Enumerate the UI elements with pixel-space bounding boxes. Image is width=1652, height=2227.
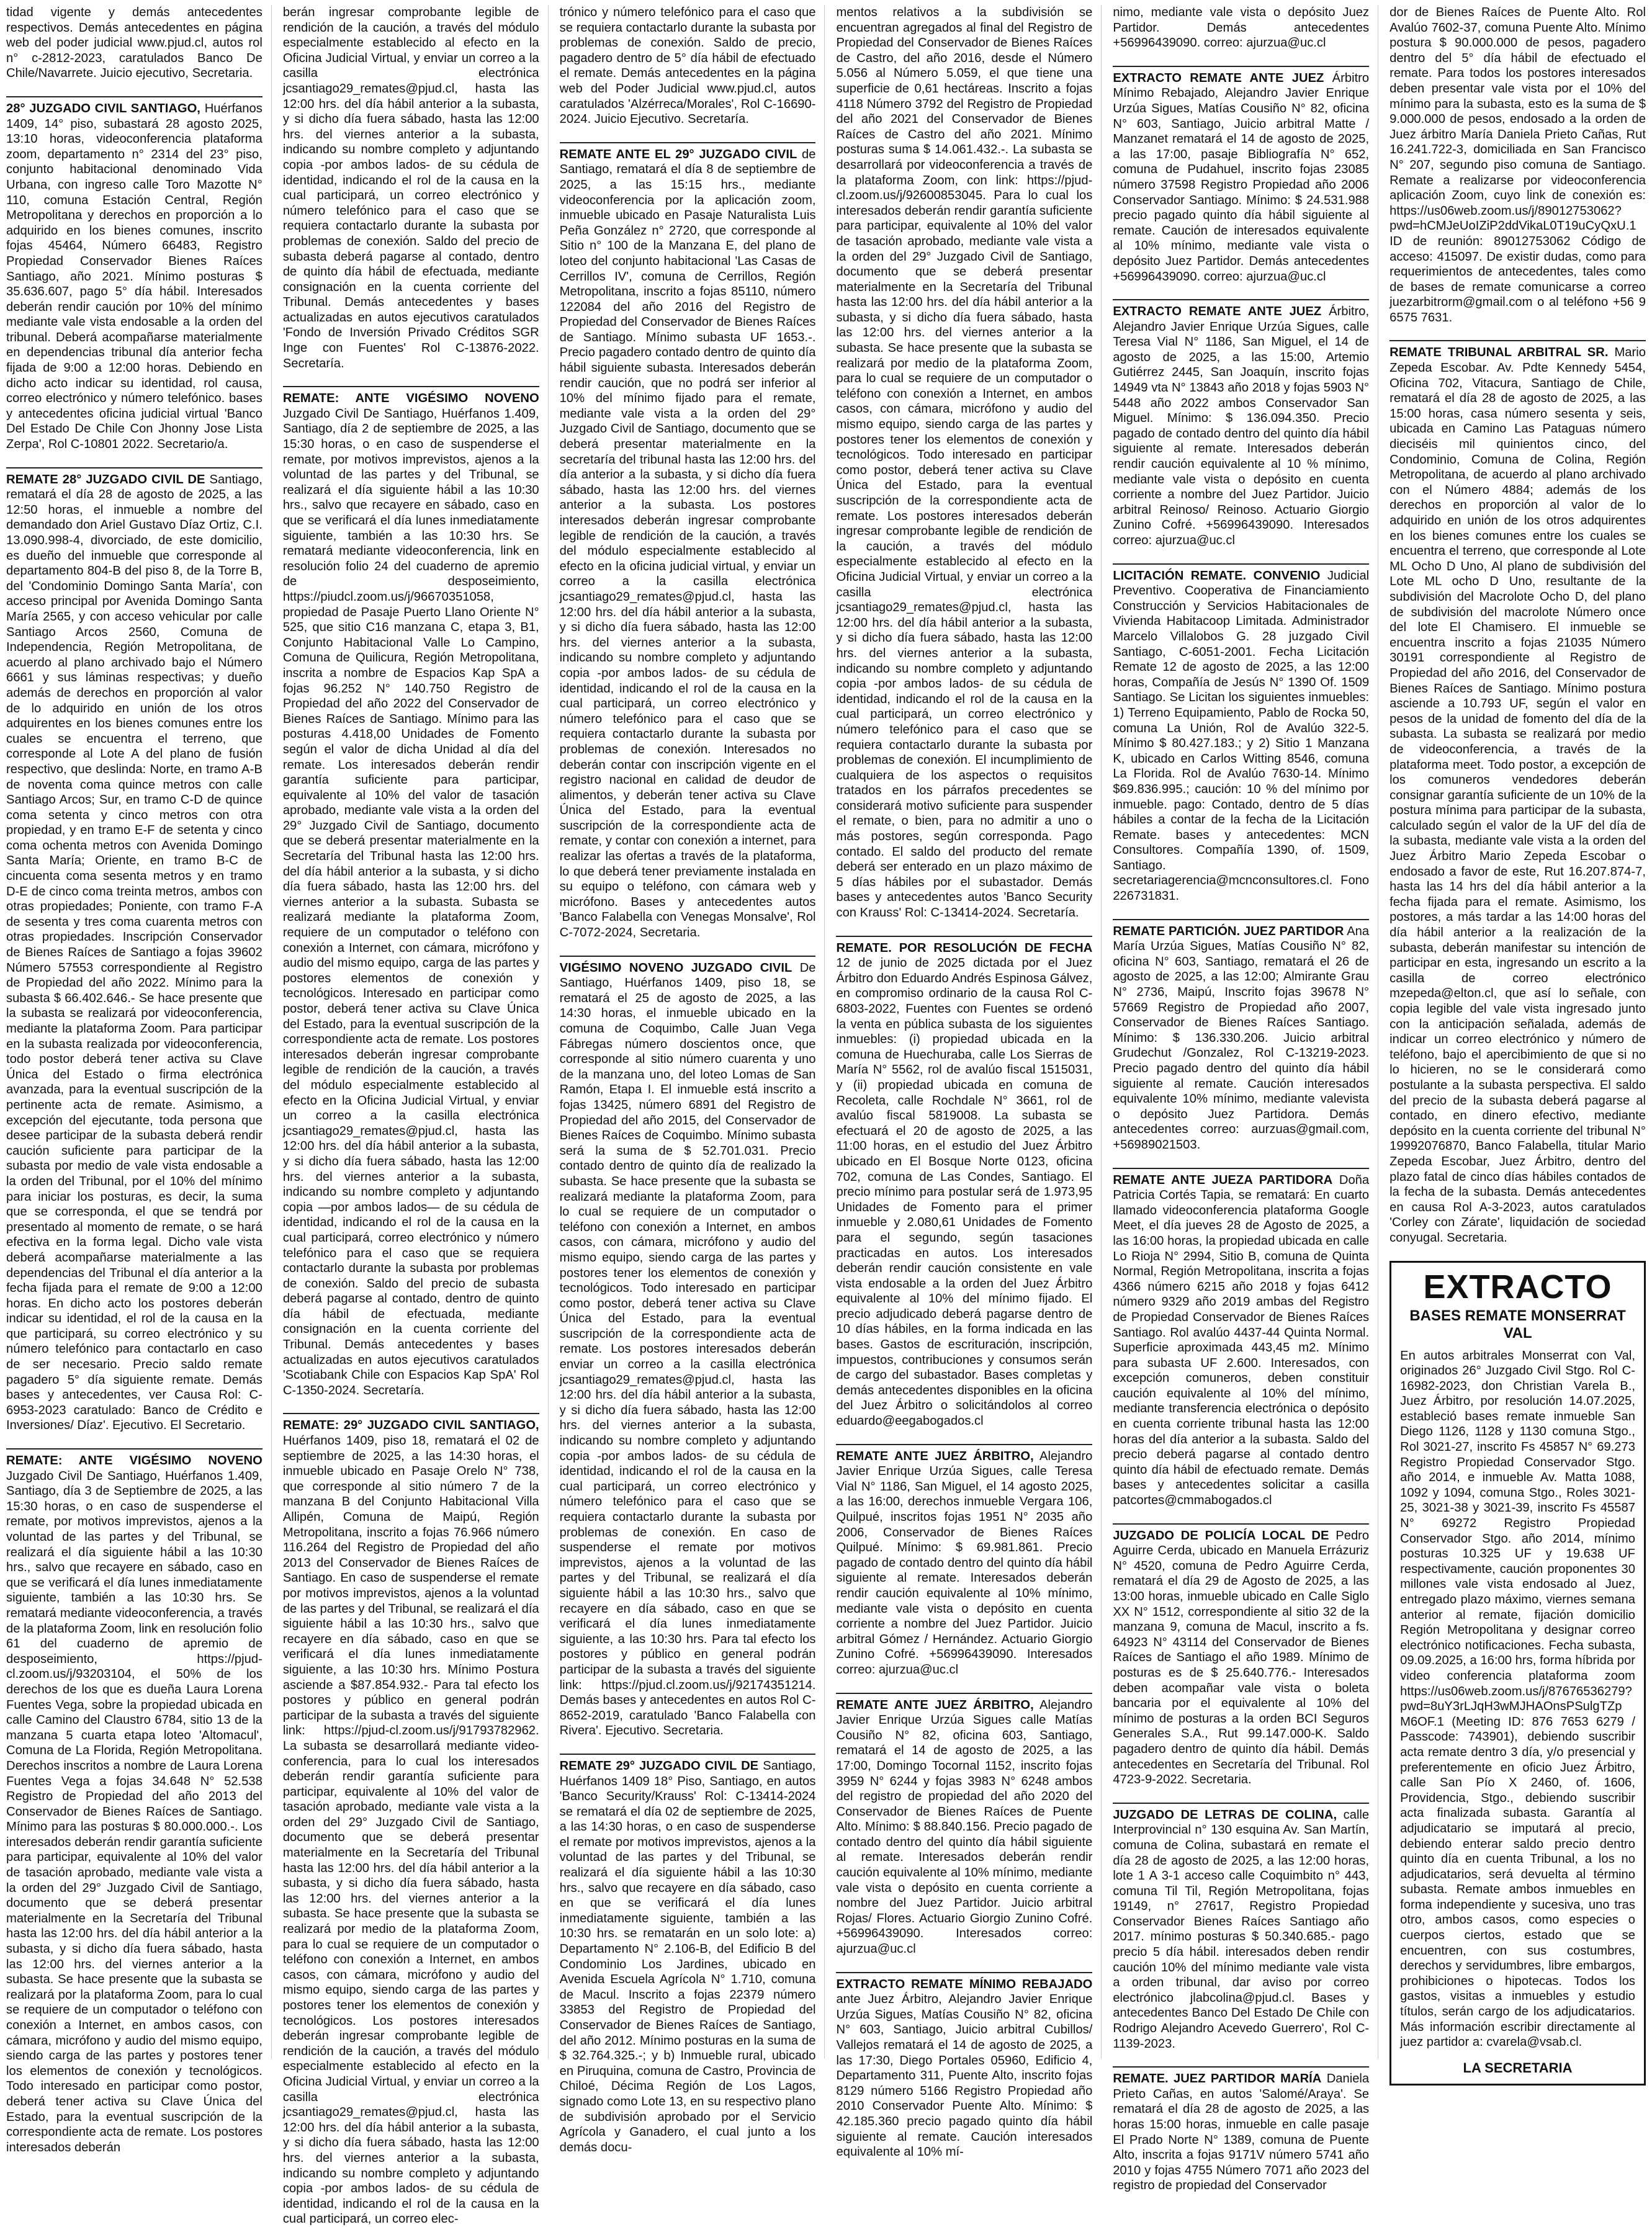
column-4 xyxy=(836,5,1102,2159)
notice-body: De Santiago, Huérfanos 1409, piso 18, se rematará el 25 de agosto de 2025, a las 14:30 horas, el inmueble ubicado en la comuna de Coquimbo, Calle Juan Vega Fábregas número doscientos once, que corresponde al sitio número cuarenta y uno de la manzana uno, del loteo Lomas de San Ramón, Etapa I. El inmueble está inscrito a fojas 13425, número 6891 del Registro de Propiedad del año 2015, del Conservador de Bienes Raíces de Coquimbo. Mínimo subasta será la suma de $ 52.701.031. Precio contado dentro de quinto día de realizado la subasta. Se hace presente que la subasta se realizará mediante la plataforma Zoom, para lo cual se requiere de un computador o teléfono con conexión a Internet, en ambos casos, con cámara, micrófono y audio del mismo equipo, siendo carga de las partes y postores tener los elementos de conexión y tecnológicos. Todo interesado en participar como postor, deberá tener activa su Clave Única del Estado, para la eventual suscripción de la correspondiente acta de remate. Los postores interesados deberán enviar un correo a la casilla electrónica jcsantiago29_remates@pjud.cl, hasta las 12:00 hrs. del día hábil anterior a la subasta, y si dicho día fuera sábado, hasta las 12:00 hrs. del viernes anterior a la subasta, indicando su nombre completo y adjuntando copia -por ambos lados- de su cédula de identidad, indicando el rol de la causa en la cual participará, un correo electrónico y número telefónico para el caso que se requiera contactarlo durante la subasta por problemas de conexión. En caso de suspenderse el remate por motivos imprevistos, ajenos a la voluntad de las partes y del Tribunal, se realizará el día siguiente hábil a las 10:30 hrs., salvo que recayere en día sábado, caso en que se verificará el día lunes inmediatamente siguiente, a las 10:30 hrs. Para tal efecto los postores y público en general podrán participar de la subasta a través del siguiente link: https://pjud.cl.zoom.us/j/92174351214. Demás bases y antecedentes en autos Rol C-8652-2019, caratulado 'Banco Falabella con Rivera'. Ejecutivo. Secretaria. xyxy=(559,961,816,1738)
notice-heading: LICITACIÓN REMATE. CONVENIO xyxy=(1113,568,1321,583)
legal-notice xyxy=(1113,1803,1369,2052)
notice-heading: REMATE TRIBUNAL ARBITRAL SR. xyxy=(1389,346,1609,360)
legal-notice xyxy=(1389,340,1646,1245)
legal-notice xyxy=(836,936,1092,1429)
notice-body: ante Juez Árbitro, Alejandro Javier Enrique Urzúa Sigues, Matías Cousiño N° 82, oficina N° 603, Santiago, Juicio arbitral Cubillos/ Vallejos rematará el 14 de agosto de 2025, a las 17:30, Diego Portales 05960, Edificio 4, Departamento 311, Puente Alto, inscrito fojas 8129 número 5166 Registro Propiedad año 2010 Conservador Puente Alto. Mínimo: $ 42.185.360 precio pagado quinto día hábil siguiente al remate. Caución interesados equivalente al 10% mí- xyxy=(836,1992,1093,2159)
legal-notice xyxy=(1113,2066,1369,2193)
notice-heading: VIGÉSIMO NOVENO JUZGADO CIVIL xyxy=(559,961,792,975)
legal-notice xyxy=(1113,66,1369,284)
notice-heading: REMATE 29° JUZGADO CIVIL DE xyxy=(559,1759,759,1773)
notice-body: de Santiago, rematará el día 8 de septiembre de 2025, a las 15:15 hrs., mediante videoconferencia por la aplicación zoom, inmueble ubicado en Pasaje Naturalista Luis Peña González n° 2720, que corresponde al Sitio n° 100 de la Manzana E, del plano de loteo del conjunto habitacional 'Las Casas de Cerrillos IV', comuna de Cerrillos, Región Metropolitana, inscrito a fojas 85110, número 122084 del año 2016 del Registro de Propiedad del Conservador de Bienes Raíces de Santiago. Mínimo subasta UF 1653.-. Precio pagadero contado dentro de quinto día hábil siguiente subasta. Interesados deberán rendir caución, que no podrá ser inferior al 10% del mínimo fijado para el remate, mediante vale vista a la orden del 29° Juzgado Civil de Santiago, documento que se deberá presentar materialmente en la secretaría del tribunal hasta las 12:00 hrs. del día anterior a la subasta, y si dicho día fuera sábado, hasta las 12:00 hrs. del viernes anterior a la subasta. Los postores interesados deberán ingresar comprobante legible de rendición de la caución, a través del módulo especialmente establecido al efecto en la oficina judicial virtual, y enviar un correo a la casilla electrónica jcsantiago29_remates@pjud.cl, hasta las 12:00 hrs. del día hábil anterior a la subasta, y si dicho día fuera sábado, hasta las 12:00 hrs. del viernes anterior a la subasta, indicando su nombre completo y adjuntando copia -por ambos lados- de su cédula de identidad, indicando el rol de la causa en la cual participará, un correo electrónico y número telefónico para el caso que se requiera contactarlo durante la subasta por problemas de conexión. Interesados no deberán contar con inscripción vigente en el registro nacional en calidad de deudor de alimentos, y deberán tener activa su Clave Única del Estado, para la eventual suscripción de la correspondiente acta de remate, y contar con conexión a internet, para realizar las ofertas a través de la plataforma, lo que deberá tener previamente instalada en su equipo o teléfono, con cámara web y micrófono. Bases y antecedentes autos 'Banco Falabella con Venegas Monsalve', Rol C-7072-2024, Secretaria. xyxy=(559,147,816,940)
notice-heading: REMATE: 29° JUZGADO CIVIL SANTIAGO, xyxy=(282,1418,539,1433)
notice-body: Daniela Prieto Cañas, en autos 'Salomé/Araya'. Se rematará el día 28 de agosto de 2025, a las horas 15:00 horas, inmueble en calle pasaje El Prado Norte N° 1389, comuna de Puente Alto, inscrita a fojas 9171V número 5741 año 2010 y fojas 4755 Número 7071 año 2023 del registro de propiedad del Conservador xyxy=(1113,2072,1370,2193)
notice-heading: EXTRACTO REMATE MÍNIMO REBAJADO xyxy=(836,1977,1093,1991)
legal-notice xyxy=(560,5,816,127)
notice-body: nimo, mediante vale vista o depósito Juez Partidor. Demás antecedentes +56996439090. correo: ajurzua@uc.cl xyxy=(1113,6,1370,50)
notice-heading: 28° JUZGADO CIVIL SANTIAGO, xyxy=(6,101,200,115)
legal-notice xyxy=(836,5,1092,921)
notice-heading: REMATE. POR RESOLUCIÓN DE FECHA xyxy=(836,941,1093,955)
legal-notice xyxy=(1113,1168,1369,1508)
notice-body: Alejandro Javier Enrique Urzúa Sigues calle Matías Cousiño N° 82, oficina 603, Santiago, rematará el 14 de agosto de 2025, a las 17:00, Domingo Tocornal 1152, inscrito fojas 3959 N° 6244 y fojas 3983 N° 6248 ambos del registro de propiedad del año 2020 del Conservador de Bienes Raíces de Puente Alto. Mínimo: $ 88.840.156. Precio pagado de contado dentro del quinto día hábil siguiente al remate. Interesados deberán rendir caución equivalente al 10% mínimo, mediante vale vista o depósito en cuenta corriente a nombre del Juez Partidor. Juicio arbitral Rojas/ Flores. Actuario Giorgio Zunino Cofré. +56996439090. Interesados correo: ajurzua@uc.cl xyxy=(836,1698,1093,1956)
notice-body: Judicial Preventivo. Cooperativa de Financiamiento Construcción y Servicios Habitacionales de Vivienda Habitacoop Limitada. Administrador Marcelo Villalobos G. 28 juzgado Civil Santiago, C-6051-2001. Fecha Licitación Remate 12 de agosto de 2025, a las 12:00 horas, Compañía de Jesús N° 1390 Of. 1509 Santiago. Se Licitan los siguientes inmuebles: 1) Terreno Equipamiento, Pablo de Rocka 50, comuna La Unión, Rol de Avalúo 322-5. Mínimo $ 80.427.183.; y 2) Sitio 1 Manzana K, ubicado en Carlos Witting 8546, comuna La Florida. Rol de Avalúo 7630-14. Mínimo $69.836.995.; caución: 10 % del mínimo por inmueble. pago: Contado, dentro de 5 días hábiles a contar de la fecha de la Licitación Remate. bases y antecedentes: MCN Consultores. Compañía 1390, of. 1509, Santiago. secretariagerencia@mcnconsultores.cl. Fono 226731831. xyxy=(1113,568,1370,903)
notice-body: dor de Bienes Raíces de Puente Alto. Rol Avalúo 7602-37, comuna Puente Alto. Mínimo postura $ 90.000.000 de pesos, pagadero dentro del 5° día hábil de efectuado el remate. Para todos los postores interesados deben presentar vale vista por el 10% del mínimo para la subasta, esto es la suma de $ 9.000.000 de pesos, endosado a la orden de Juez árbitro María Daniela Prieto Cañas, Rut 16.241.722-3, domiciliada en San Francisco N° 207, segundo piso comuna de Santiago. Remate a realizarse por videoconferencia aplicación Zoom, cuyo link de conexión es: https://us06web.zoom.us/j/89012753062?pwd=hCMJeUoIZiP2ddVikaL0T19uCyQxU.1 ID de reunión: 89012753062 Código de acceso: 415097. De existir dudas, como para requerimientos de antecedentes, tales como de bases de remate comunicarse a correo juezarbitrorm@gmail.com o al teléfono +56 9 6575 7631. xyxy=(1389,6,1646,325)
extracto-subtitle: BASES REMATE MONSERRAT VAL xyxy=(1409,1307,1626,1342)
legal-notice xyxy=(6,96,263,452)
notice-body: Mario Zepeda Escobar. Av. Pdte Kennedy 5454, Oficina 702, Vitacura, Santiago de Chile, rematará el día 28 de agosto de 2025, a las 15:00 horas, casa número sesenta y seis, ubicada en Camino Las Pataguas número dieciséis mil quinientos cinco, del Condominio, Comuna de Colina, Región Metropolitana, de acuerdo al plano archivado con el Número 4884; además de los derechos en proporción al valor de lo adquirido en unión de los otros adquirentes en los bienes comunes entre los cuales se encuentra el terreno, que corresponde al Lote ML Ocho D Uno, Al plano de subdivisión del Lote ML ocho D Uno, resultante de la subdivisión del Macrolote Ocho D, del plano de subdivisión del macrolote Número once del lote El Chamisero. El inmueble se encuentra inscrito a fojas 21035 Número 30191 correspondiente al Registro de Propiedad del año 2016, del Conservador de Bienes Raíces de Santiago. Mínimo postura asciende a 10.793 UF, según el valor en pesos de la unidad de fomento del día de la subasta. La subasta se realizará por medio de videoconferencia, a través de la plataforma meet. Todo postor, a excepción de los comuneros vendedores deberán consignar garantía suficiente de un 10% de la postura mínima para participar de la subasta, calculado según el valor de la UF del día de la subasta, mediante vale vista a la orden del Juez Árbitro Mario Zepeda Escobar o endosado a favor de este, Rut 16.207.874-7, hasta las 14 hrs del día hábil anterior a la fecha fijada para el remate. Asimismo, los postores, a más tardar a las 14:00 horas del día hábil anterior a la realización de la subasta, deberán manifestar su intención de participar en esta, ingresando un escrito a la casilla de correo electrónico mzepeda@elton.cl, que así lo señale, con copia legible del vale vista ingresado junto con la anticipación señalada, además de indicar un correo electrónico y número de teléfono, bajo el apercibimiento de que si no lo hicieren, no se le considerará como postulante a la subasta perspectiva. El saldo del precio de la subasta deberá pagarse al contado, en dinero efectivo, mediante depósito en la cuenta corriente del tribunal N° 19992076870, Banco Falabella, titular Mario Zepeda Escobar, Juez Árbitro, dentro del plazo fatal de cinco días hábiles contados de la fecha de la subasta. Demás antecedentes en causa Rol A-3-2023, autos caratulados 'Corley con Zárate', liquidación de sociedad conyugal. Secretaria. xyxy=(1389,346,1646,1245)
legal-notice xyxy=(283,1413,539,2226)
notice-heading: REMATE: ANTE VIGÉSIMO NOVENO xyxy=(282,392,539,406)
column-1 xyxy=(6,5,272,2154)
notice-heading: REMATE: ANTE VIGÉSIMO NOVENO xyxy=(6,1454,263,1468)
notice-body: Doña Patricia Cortés Tapia, se rematará: En cuarto llamado videoconferencia plataforma Google Meet, el día jueves 28 de Agosto de 2025, a las 16:00 horas, la propiedad ubicada en calle Lo Rioja N° 2994, Sitio B, comuna de Quinta Normal, Región Metropolitana, inscrita a fojas 4366 número 6215 año 2018 y fojas 6412 número 9329 año 2019 ambas del Registro de Propiedad Conservador de Bienes Raíces Santiago. Rol avalúo 4437-44 Quinta Normal. Superficie aproximada 443,45 m2. Mínimo para subasta UF 2.600. Interesados, con excepción comuneros, deben constituir caución equivalente al 10% del mínimo, mediante transferencia electrónica o depósito en cuenta corriente tribunal hasta las 12:00 horas del día anterior a la subasta. Saldo del precio deberá pagarse al contado dentro quinto día hábil de efectuado remate. Demás bases y antecedentes solicitar a casilla patcortes@cmmabogados.cl xyxy=(1113,1173,1370,1508)
notice-body: Pedro Aguirre Cerda, ubicado en Manuela Errázuriz N° 4520, comuna de Pedro Aguirre Cerda, rematará el día 29 de Agosto de 2025, a las 13:00 horas, inmueble ubicado en Calle Siglo XX N° 1512, correspondiente al sitio 32 de la manzana 9, comuna de Macul, inscrito a fs. 64923 N° 43114 del Conservador de Bienes Raíces de Santiago el año 1989. Mínimo de posturas es de $ 25.640.776.- Interesados deben acompañar vale vista o boleta bancaria por el equivalente al 10% del mínimo de posturas a la orden BCI Seguros Generales S.A., Rut 99.147.000-K. Saldo pagadero dentro de quinto día hábil. Demás antecedentes en Secretaría del Tribunal. Rol 4723-9-2022. Secretaria. xyxy=(1113,1528,1370,1787)
notice-body: Árbitro Mínimo Rebajado, Alejandro Javier Enrique Urzúa Sigues, Matías Cousiño N° 82, oficina N° 603, Santiago, Juicio arbitral Matte / Manzanet rematará el 14 de agosto de 2025, a las 17:00, pasaje Bibliografía N° 652, comuna de Pudahuel, inscrito fojas 23085 número 37598 Registro Propiedad año 2006 Conservador Santiago. Mínimo: $ 24.531.988 precio pagado quinto día hábil siguiente al remate. Caución de interesados equivalente al 10% mínimo, mediante vale vista o depósito Juez Partidor. Demás antecedentes +56996439090. correo: ajurzua@uc.cl xyxy=(1113,71,1370,284)
notice-heading: EXTRACTO REMATE ANTE JUEZ xyxy=(1113,305,1322,319)
legal-notice xyxy=(836,1972,1092,2160)
notice-heading: REMATE PARTICIÓN. JUEZ PARTIDOR xyxy=(1113,924,1344,938)
legal-notice xyxy=(1113,5,1369,51)
notice-heading: REMATE ANTE JUEZ ÁRBITRO, xyxy=(836,1698,1034,1712)
legal-notice xyxy=(6,467,263,1433)
notice-body: Juzgado Civil De Santiago, Huérfanos 1.409, Santiago, día 2 de septiembre de 2025, a las 15:30 horas, o en caso de suspenderse el remate, por motivos imprevistos, ajenos a la voluntad de las partes y del Tribunal, se realizará el día siguiente hábil a las 10:30 hrs., salvo que recayere en sábado, caso en que se verificará el día lunes inmediatamente siguiente, también a las 10:30 hrs. Se rematará mediante videoconferencia, link en resolución folio 24 del cuaderno de apremio de desposeimiento, https://piudcl.zoom.us/j/96670351058, propiedad de Pasaje Puerto Llano Oriente N° 525, que sitio C16 manzana C, etapa 3, B1, Conjunto Habitacional Valle Lo Campino, Comuna de Quilicura, Región Metropolitana, inscrita a nombre de Espacios Kap SpA a fojas 96.252 N° 140.750 Registro de Propiedad del año 2022 del Conservador de Bienes Raíces de Santiago. Mínimo para las posturas 4.418,00 Unidades de Fomento según el valor de dicha Unidad al día del remate. Los interesados deberán rendir garantía suficiente para participar, equivalente al 10% del valor de tasación aprobado, mediante vale vista a la orden del 29° Juzgado Civil de Santiago, documento que se deberá presentar materialmente en la Secretaría del Tribunal hasta las 12:00 hrs. del día hábil anterior a la subasta, y si dicho día fuera sábado, hasta las 12:00 hrs. del viernes anterior a la subasta. Subasta se realizará mediante la plataforma Zoom, requiere de un computador o teléfono con conexión a Internet, con cámara, micrófono y audio del mismo equipo, carga de las partes y postores elementos de conexión y tecnológicos. Interesado en participar como postor, deberá tener activa su Clave Única del Estado, para la eventual suscripción de la correspondiente acta de remate. Los postores interesados deberán ingresar comprobante legible de rendición de la caución, a través del módulo especialmente establecido al efecto en la Oficina Judicial Virtual, y enviar un correo a la casilla electrónica jcsantiago29_remates@pjud.cl, hasta las 12:00 hrs. del día hábil anterior a la subasta, y si dicho día fuera sábado, hasta las 12:00 hrs. del viernes anterior a la subasta, indicando su nombre completo y adjuntando copia —por ambos lados— de su cédula de identidad, indicando el rol de la causa en la cual participará, correo electrónico y número telefónico para el caso que se requiera contactarlo durante la subasta por problemas de conexión. Saldo del precio de subasta deberá pagarse al contado, dentro de quinto día hábil de efectuada, mediante consignación en la cuenta corriente del Tribunal. Demás antecedentes y bases actualizadas en autos ejecutivos caratulados 'Scotiabank Chile con Espacios Kap SpA' Rol C-1350-2024. Secretaría. xyxy=(282,406,539,1397)
notice-heading: REMATE ANTE EL 29° JUZGADO CIVIL xyxy=(559,147,797,161)
legal-notice xyxy=(1113,1523,1369,1788)
legal-notice xyxy=(560,142,816,941)
legal-notice xyxy=(1113,563,1369,904)
legal-notice xyxy=(560,1754,816,2155)
notice-body: tidad vigente y demás antecedentes respectivos. Demás antecedentes en página web del poder judicial www.pjud.cl, autos rol n° c-2812-2023, caratulados Banco De Chile/Navarrete. Juicio ejecutivo, Secretaria. xyxy=(6,6,263,81)
notice-heading: EXTRACTO REMATE ANTE JUEZ xyxy=(1113,71,1324,85)
column-3 xyxy=(559,5,825,2154)
extracto-signature: LA SECRETARIA xyxy=(1463,2059,1573,2076)
extracto-box xyxy=(1389,1261,1646,2086)
column-5 xyxy=(1113,5,1378,2193)
legal-notice xyxy=(560,956,816,1739)
notice-body: 12 de junio de 2025 dictada por el Juez Árbitro don Eduardo Andrés Espinosa Gálvez, en compromiso ordinario de la causa Rol C-6803-2022, Fuentes con Fuentes se ordenó la venta en pública subasta de los siguientes inmuebles: (i) propiedad ubicada en la comuna de Huechuraba, calle Los Sierras de María N° 5562, rol de avalúo fiscal 1515031, y (ii) propiedad ubicada en comuna de Recoleta, calle Rochdale N° 3661, rol de avalúo fiscal 5819008. La subasta se efectuará el 20 de agosto de 2025, a las 11:00 horas, en el estudio del Juez Árbitro ubicado en El Bosque Norte 0123, oficina 702, comuna de Las Condes, Santiago. El precio mínimo para postular será de 1.973,95 Unidades de Fomento para el primer inmueble y 2.080,61 Unidades de Fomento para el segundo, según tasaciones practicadas en autos. Los interesados deberán rendir caución consistente en vale vista endosable a la orden del Juez Árbitro equivalente al 10% del mínimo fijado. El precio adjudicado deberá pagarse dentro de 10 días hábiles, en la forma indicada en las bases. Gastos de escrituración, inscripción, impuestos, contribuciones y consumos serán de cargo del subastador. Bases completas y demás antecedentes disponibles en la oficina del Juez Árbitro o solicitándolos al correo eduardo@eegabogados.cl xyxy=(836,956,1093,1428)
legal-notice xyxy=(1113,299,1369,549)
legal-notice xyxy=(1113,919,1369,1153)
notice-body: Huérfanos 1409, 14° piso, subastará 28 agosto 2025, 13:10 horas, videoconferencia plataforma zoom, departamento n° 2314 del 23° piso, conjunto habitacional denominado Vida Urbana, con ingreso calle Toro Mazotte N° 110, comuna Estación Central, Región Metropolitana y derechos en proporción a lo adquirido en los bienes comunes, inscrito fojas 45464, Número 66483, Registro Propiedad Conservador Bienes Raíces Santiago, año 2021. Mínimo posturas $ 35.636.607, pago 5° día hábil. Interesados deberán rendir caución por 10% del mínimo mediante vale vista endosable a la orden del tribunal. Deberá acompañarse materialmente en dependencias tribunal día anterior fecha fijada de 9:00 a 12:00 horas. Debiendo en dicho acto indicar su identidad, rol causa, correo electrónico y número telefónico. bases y antecedentes oficina judicial virtual 'Banco Del Estado De Chile Con Jhonny Jose Lista Zerpa', Rol C-10801 2022. Secretario/a. xyxy=(6,101,263,452)
notice-heading: REMATE ANTE JUEZA PARTIDORA xyxy=(1113,1173,1333,1187)
notice-body: calle Interprovincial n° 130 esquina Av. San Martín, comuna de Colina, subastará en remate el día 28 de agosto de 2025, a las 12:00 horas, lote 1 A 3-1 acceso calle Coquimbito n° 443, comuna Til Til, Región Metropolitana, fojas 19149, n° 27617, Registro Propiedad Conservador Bienes Raíces Santiago año 2017. mínimo posturas $ 50.340.685.- pago precio 5 día hábil. interesados deben rendir caución 10% del mínimo mediante vale vista a orden tribunal, dar aviso por correo electrónico jlabcolina@pjud.cl. Bases y antecedentes Banco Del Estado De Chile con Rodrigo Alejandro Acevedo Guerrero', Rol C-1139-2023. xyxy=(1113,1808,1370,2051)
legal-notice xyxy=(836,1693,1092,1957)
notice-heading: REMATE 28° JUZGADO CIVIL DE xyxy=(6,472,205,486)
legal-notice xyxy=(1389,5,1646,325)
notice-body: Santiago, Huérfanos 1409 18° Piso, Santiago, en autos 'Banco Security/Krauss' Rol: C-13414-2024 se rematará el día 02 de septiembre de 2025, a las 14:30 horas, o en caso de suspenderse el remate por motivos imprevistos, ajenos a la voluntad de las partes y del Tribunal, se realizará el día siguiente hábil a las 10:30 hrs., salvo que recayere en día sábado, caso en que se verificará el día lunes inmediatamente siguiente, también a las 10:30 hrs. se rematarán en un solo lote: a) Departamento N° 2.106-B, del Edificio B del Condominio Los Jardines, ubicado en Avenida Escuela Agrícola N° 1.710, comuna de Macul. Inscrito a fojas 22379 número 33853 del Registro de Propiedad del Conservador de Bienes Raíces de Santiago, del año 2012. Mínimo posturas en la suma de $ 32.764.325.-; y b) Inmueble rural, ubicado en Piruquina, comuna de Castro, Provincia de Chiloé, Décima Región de Los Lagos, signado como Lote 13, en su respectivo plano de subdivisión aprobado por el Servicio Agrícola y Ganadero, el cual junto a los demás docu- xyxy=(559,1759,816,2154)
legal-notice xyxy=(283,5,539,371)
notice-heading: REMATE ANTE JUEZ ÁRBITRO, xyxy=(836,1449,1034,1463)
notice-body: Árbitro, Alejandro Javier Enrique Urzúa Sigues, calle Teresa Vial N° 1186, San Miguel, el 14 de agosto de 2025, a las 15:00, Artemio Gutiérrez 2445, San Joaquín, inscrito fojas 14949 vta N° 13843 año 2018 y fojas 5903 N° 5448 año 2022 ambos Conservador San Miguel. Mínimo: $ 136.094.350. Precio pagado de contado dentro del quinto día hábil siguiente al remate. Interesados deberán rendir caución equivalente al 10 % mínimo, mediante vale vista o depósito en cuenta corriente a nombre del Juez Partidor. Juicio arbitral Reinoso/ Reinoso. Actuario Giorgio Zunino Cofré. +56996439090. Interesados correo: ajurzua@uc.cl xyxy=(1113,305,1370,547)
notice-body: Alejandro Javier Enrique Urzúa Sigues, calle Teresa Vial N° 1186, San Miguel, el 14 agosto 2025, a las 16:00, derechos inmueble Vergara 106, Quilpué, inscritos fojas 1951 N° 2035 año 2006, Conservador de Bienes Raíces Quilpué. Mínimo: $ 69.981.861. Precio pagado de contado dentro del quinto día hábil siguiente al remate. Interesados deberán rendir caución equivalente al 10% mínimo, mediante vale vista o depósito en cuenta corriente a nombre del Juez Partidor. Juicio arbitral Gómez / Hernández. Actuario Giorgio Zunino Cofré. +56996439090. Interesados correo: ajurzua@uc.cl xyxy=(836,1449,1093,1677)
notice-heading: REMATE. JUEZ PARTIDOR MARÍA xyxy=(1113,2072,1322,2086)
notice-body: trónico y número telefónico para el caso que se requiera contactarlo durante la subasta por problemas de conexión. Saldo de precio, pagadero dentro de 5° día hábil de efectuado el remate. Demás antecedentes en la página web del Poder Judicial www.pjud.cl, autos caratulados 'Alzérreca/Morales', Rol C-16690-2024. Juicio Ejecutivo. Secretaría. xyxy=(559,6,816,127)
extracto-title: EXTRACTO xyxy=(1423,1268,1612,1306)
notice-body: mentos relativos a la subdivisión se encuentran agregados al final del Registro de Propiedad del Conservador de Bienes Raíces de Castro, del año 2016, desde el Número 5.056 al Número 5.059, el que tiene una superficie de 0,61 hectáreas. Inscrito a fojas 4118 Número 3792 del Registro de Propiedad del año 2021 del Conservador de Bienes Raíces de Castro del año 2021. Mínimo posturas suma $ 14.061.432.-. La subasta se desarrollará por videoconferencia a través de la plataforma Zoom, con link: https://pjud-cl.zoom.us/j/92600853045. Para lo cual los interesados deberán rendir garantía suficiente para participar, equivalente al 10% del valor de tasación aprobado, mediante vale vista a la orden del 29° Juzgado Civil de Santiago, documento que se deberá presentar materialmente en la Secretaría del Tribunal hasta las 12:00 hrs. del día hábil anterior a la subasta, y si dicho día fuera sábado, hasta las 12:00 hrs. del viernes anterior a la subasta. Se hace presente que la subasta se realizará por medio de la plataforma Zoom, para lo cual se requiere de un computador o teléfono con conexión a Internet, en ambos casos, con cámara, micrófono y audio del mismo equipo, siendo carga de las partes y postores tener los elementos de conexión y tecnológicos. Todo interesado en participar como postor, deberá tener activa su Clave Única del Estado, para la eventual suscripción de la correspondiente acta de remate. Los postores interesados deberán ingresar comprobante legible de rendición de la caución, a través del módulo especialmente establecido al efecto en la Oficina Judicial Virtual, y enviar un correo a la casilla electrónica jcsantiago29_remates@pjud.cl, hasta las 12:00 hrs. del día hábil anterior a la subasta, y si dicho día fuera sábado, hasta las 12:00 hrs. del viernes anterior a la subasta, indicando su nombre completo y adjuntando copia -por ambos lados- de su cédula de identidad, indicando el rol de la causa en la cual participará, un correo electrónico y número telefónico para el caso que se requiera contactarlo durante la subasta por problemas de conexión. El incumplimiento de cualquiera de los aspectos o requisitos tratados en los párrafos precedentes se considerará motivo suficiente para suspender el remate, o bien, para no admitir a uno o más postores, según corresponda. Pago contado. El saldo del producto del remate deberá ser enterado en un plazo máximo de 5 días hábiles por el subastador. Demás bases y antecedentes autos 'Banco Security con Krauss' Rol: C-13414-2024. Secretaría. xyxy=(836,6,1093,920)
column-2 xyxy=(282,5,549,2226)
notice-body: berán ingresar comprobante legible de rendición de la caución, a través del módulo especialmente establecido al efecto en la Oficina Judicial Virtual, y enviar un correo a la casilla electrónica jcsantiago29_remates@pjud.cl, hasta las 12:00 hrs. del día hábil anterior a la subasta, y si dicho día fuera sábado, hasta las 12:00 hrs. del viernes anterior a la subasta, indicando su nombre completo y adjuntando copia -por ambos lados- de su cédula de identidad, indicando el rol de la causa en la cual participará, un correo electrónico y número telefónico para el caso que se requiera contactarlo durante la subasta por problemas de conexión. Saldo del precio de subasta deberá pagarse al contado, dentro de quinto día hábil de efectuada, mediante consignación en la cuenta corriente del Tribunal. Demás antecedentes y bases actualizadas en autos ejecutivos caratulados 'Fondo de Inversión Privado Créditos SGR Inge con Fuentes' Rol C-13876-2022. Secretaría. xyxy=(282,6,539,370)
legal-notice xyxy=(6,1448,263,2155)
notice-heading: JUZGADO DE LETRAS DE COLINA, xyxy=(1113,1808,1337,1822)
extracto-body: En autos arbitrales Monserrat con Val, originados 26° Juzgado Civil Stgo. Rol C-16982-2023, don Christian Varela B., Juez Árbitro, por resolución 14.07.2025, estableció bases remate inmueble San Diego 1126, 1128 y 1130 comuna Stgo., Rol 3021-27, inscrito Fs 45857 N° 69.273 Registro Propiedad Conservador Stgo. año 2014, e inmueble Av. Matta 1088, 1092 y 1094, comuna Stgo., Roles 3021-25, 3021-38 y 3021-39, inscrito Fs 45587 N° 69272 Registro Propiedad Conservador Stgo. año 2014, mínimo posturas 10.325 UF y 19.638 UF respectivamente, caución proponentes 30 millones vale vista endosado al Juez, entregado plazo máximo, viernes semana anterior al remate, fijación domicilio Región Metropolitana y designar correo electrónico notificaciones. Fecha subasta, 09.09.2025, a 16:00 hrs, forma híbrida por video conferencia plataforma zoom https://us06web.zoom.us/j/87676536279?pwd=8uY3rLJqH3wMJHAOnsPSulgTZp M6OF.1 (Meeting ID: 876 7653 6279 / Passcode: 743901), debiendo suscribir acta remate dentro 3 día, y/o presencial y preferentemente en oficio Juez Árbitro, calle San Pío X 2460, of. 1606, Providencia, Stgo., debiendo suscribir acta finalizada subasta. Garantía al adjudicatario se imputará al precio, debiendo enterar saldo precio dentro quinto día en cuenta Tribunal, a los no adjudicatarios, será devuelta al término subasta. Remate ambos inmuebles en forma independiente y sucesiva, uno tras otro, ambos casos, como especies o cuerpos ciertos, estado que se encuentren, con sus costumbres, derechos y servidumbres, libre embargos, prohibiciones o hipotecas. Todos los gastos, visitas a inmuebles y estudio títulos, serán cargo de los adjudicatarios. Más información escribir directamente al juez partidor a: cvarela@vsab.cl. xyxy=(1400,1348,1635,2050)
legal-notice xyxy=(836,1444,1092,1678)
notice-heading: JUZGADO DE POLICÍA LOCAL DE xyxy=(1113,1528,1329,1543)
notice-body: Juzgado Civil De Santiago, Huérfanos 1.409, Santiago, día 3 de Septiembre de 2025, a las 15:30 horas, o en caso de suspenderse el remate, por motivos imprevistos, ajenos a la voluntad de las partes y del Tribunal, se realizará el día siguiente hábil a las 10:30 hrs., salvo que recayere en sábado, caso en que se verificará el día lunes inmediatamente siguiente, también a las 10:30 hrs. Se rematará mediante videoconferencia, a través de la plataforma Zoom, link en resolución folio 61 del cuaderno de apremio de desposeimiento, https://pjud-cl.zoom.us/j/93203104, el 50% de los derechos de los que es dueña Laura Lorena Fuentes Vega, sobre la propiedad ubicada en calle Camino del Claustro 6784, sitio 13 de la manzana 5 cuarta etapa loteo 'Altomacul', Comuna de La Florida, Región Metropolitana. Derechos inscritos a nombre de Laura Lorena Fuentes Vega a fojas 34.648 N° 52.538 Registro de Propiedad del año 2013 del Conservador de Bienes Raíces de Santiago. Mínimo para las posturas $ 80.000.000.-. Los interesados deberán rendir garantía suficiente para participar, equivalente al 10% del valor de tasación aprobado, mediante vale vista a la orden del 29° Juzgado Civil de Santiago, documento que se deberá presentar materialmente en la Secretaría del Tribunal hasta las 12:00 hrs. del día hábil anterior a la subasta, y si dicho día fuera sábado, hasta las 12:00 hrs. del viernes anterior a la subasta. Se hace presente que la subasta se realizará por la plataforma Zoom, para lo cual se requiere de un computador o teléfono con conexión a Internet, en ambos casos, con cámara, micrófono y audio del mismo equipo, siendo carga de las partes y postores tener los elementos de conexión y tecnológicos. Todo interesado en participar como postor, deberá tener activa su Clave Única del Estado, para la eventual suscripción de la correspondiente acta de remate. Los postores interesados deberán xyxy=(6,1469,263,2154)
notice-body: Huérfanos 1409, piso 18, rematará el 02 de septiembre de 2025, a las 14:30 horas, el inmueble ubicado en Pasaje Orelo N° 738, que corresponde al sitio número 7 de la manzana B del Conjunto Habitacional Villa Allipén, Comuna de Maipú, Región Metropolitana, inscrito a fojas 76.966 número 116.264 del Registro de Propiedad del año 2013 del Conservador de Bienes Raíces de Santiago. En caso de suspenderse el remate por motivos imprevistos, ajenos a la voluntad de las partes y del Tribunal, se realizará el día siguiente hábil a las 10:30 hrs., salvo que recayere en día sábado, caso en que se verificará el día lunes inmediatamente siguiente, a las 10:30 hrs. Mínimo Postura asciende a $87.854.932.- Para tal efecto los postores y público en general podrán participar de la subasta a través del siguiente link: https://pjud-cl.zoom.us/j/91793782962. La subasta se desarrollará mediante video-conferencia, para lo cual los interesados deberán rendir garantía suficiente para participar, equivalente al 10% del valor de tasación aprobado, mediante vale vista a la orden del 29° Juzgado Civil de Santiago, documento que se deberá presentar materialmente en la Secretaría del Tribunal hasta las 12:00 hrs. del día hábil anterior a la subasta, y si dicho día fuera sábado, hasta las 12:00 hrs. del viernes anterior a la subasta. Se hace presente que la subasta se realizará por medio de la plataforma Zoom, para lo cual se requiere de un computador o teléfono con conexión a Internet, en ambos casos, con cámara, micrófono y audio del mismo equipo, siendo carga de las partes y postores tener los elementos de conexión y tecnológicos. Los postores interesados deberán ingresar comprobante legible de rendición de la caución, a través del módulo especialmente establecido al efecto en la Oficina Judicial Virtual, y enviar un correo a la casilla electrónica jcsantiago29_remates@pjud.cl, hasta las 12:00 hrs. del día hábil anterior a la subasta, y si dicho día fuera sábado, hasta las 12:00 hrs. del viernes anterior a la subasta, indicando su nombre completo y adjuntando copia -por ambos lados- de su cédula de identidad, indicando el rol de la causa en la cual participará, un correo elec- xyxy=(282,1434,539,2226)
legal-notice xyxy=(283,386,539,1398)
legal-notice xyxy=(6,5,263,81)
notice-body: Ana María Urzúa Sigues, Matías Cousiño N° 82, oficina N° 603, Santiago, rematará el 26 de agosto de 2025, a las 12:00; Almirante Grau N° 2736, Maipú, Inscrito fojas 39678 N° 57669 Registro de Propiedad año 2007, Conservador de Bienes Raíces Santiago. Mínimo: $ 136.330.206. Juicio arbitral Grudechut /Gonzalez, Rol C-13219-2023. Precio pagado dentro del quinto día hábil siguiente al remate. Caución interesados equivalente 10% mínimo, mediante valevista o depósito Juez Partidora. Demás antecedentes correo: aurzuas@gmail.com, +56989021503. xyxy=(1113,924,1370,1152)
notice-body: Santiago, rematará el día 28 de agosto de 2025, a las 12:50 horas, el inmueble a nombre del demandado don Ariel Gustavo Díaz Ortiz, C.I. 13.090.998-4, divorciado, de este domicilio, es dueño del inmueble que corresponde al departamento 804-B del piso 8, de la Torre B, del 'Condominio Domingo Santa María', con acceso principal por Avenida Domingo Santa María 2565, y con acceso vehicular por calle Santiago Arcos 2560, Comuna de Independencia, Región Metropolitana, de acuerdo al plano archivado bajo el Número 6661 y sus láminas respectivas; y dueño además de derechos en proporción al valor de lo adquirido en unión de los otros adquirentes en los bienes comunes entre los cuales se encuentra el terreno, que corresponde al Lote A del plano de fusión respectivo, que deslinda: Norte, en tramo A-B de noventa coma quince metros con calle Santiago Arcos; Sur, en tramo C-D de quince coma setenta y cinco metros con otra propiedad, y en tramo E-F de setenta y cinco coma ochenta metros con Avenida Domingo Santa María; Oriente, en tramo B-C de cincuenta coma sesenta metros y en tramo D-E de cinco coma treinta metros, ambos con otras propiedades; Poniente, con tramo F-A de sesenta y tres coma cuarenta metros con otras propiedades. Inscripción Conservador de Bienes Raíces de Santiago a fojas 39602 Número 57553 correspondiente al Registro de Propiedad del año 2022. Mínimo para la subasta $ 66.402.646.- Se hace presente que la subasta se realizará por videoconferencia, mediante la plataforma Zoom. Para participar en la subasta realizada por videoconferencia, todo postor deberá tener activa su Clave Única del Estado o firma electrónica avanzada, para la eventual suscripción de la pertinente acta de remate. Asimismo, a excepción del ejecutante, toda persona que desee participar de la subasta deberá rendir caución suficiente para participar de la subasta por medio de vale vista endosable a la orden del Tribunal, por el 10% del mínimo para iniciar los posturas, es decir, la suma que se corresponda, el que se tendrá por presentado al momento de remate, o se hará efectiva en la forma legal. Dicho vale vista deberá acompañarse materialmente a las dependencias del Tribunal el día anterior a la fecha fijada para el remate de 9:00 a 12:00 horas. En dicho acto los postores deberán indicar su identidad, el rol de la causa en la que participará, su correo electrónico y su número telefónico para contactarlo en caso de ser necesario. Precio saldo remate pagadero 5° día siguiente remate. Demás bases y antecedentes, ver Causa Rol: C-6953-2023 caratulado: Banco de Crédito e Inversiones/ Díaz'. Ejecutivo. El Secretario. xyxy=(6,472,263,1433)
column-6 xyxy=(1389,5,1646,2076)
